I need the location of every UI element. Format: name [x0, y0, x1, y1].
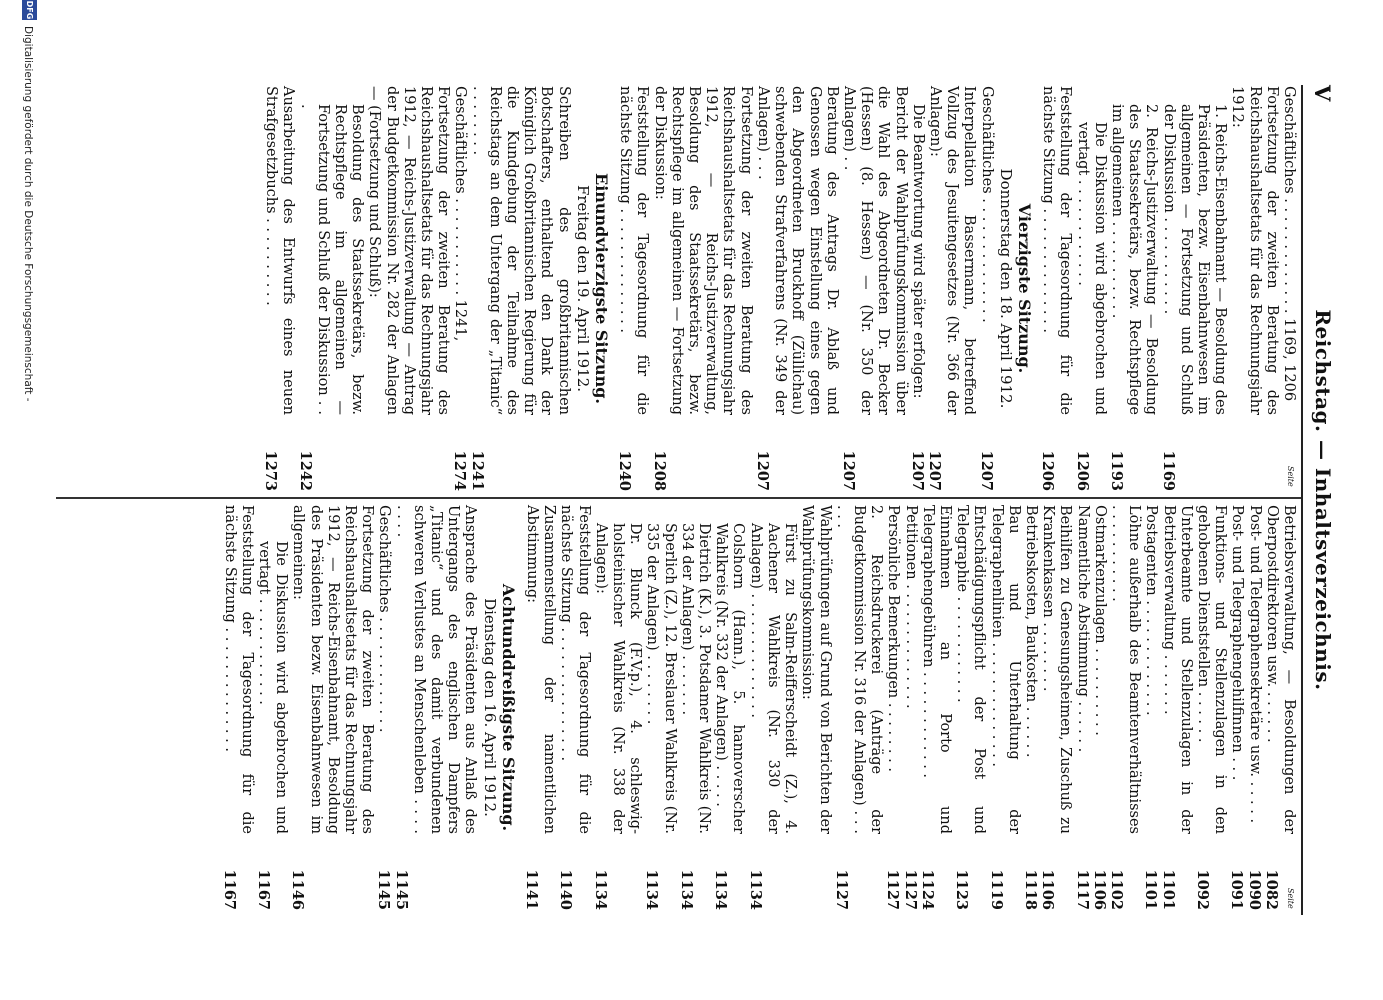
toc-entry: [712, 505, 746, 910]
session-heading: [480, 505, 516, 910]
toc-entry: [1280, 86, 1297, 491]
session-title: Vierzigste Sitzung.: [1014, 203, 1034, 374]
toc-page-number: 1106: [1090, 869, 1108, 910]
toc-entry: [220, 505, 254, 910]
toc-page-number: 1241: [468, 450, 486, 491]
toc-entry-text: 1. Reichs-Eisenbahnamt — Besoldung des Präsidenten, bezw. Eisenbahnwesen im allgemeinen — Fortsetzung und Schluß der Diskussion . . . . . . . . . . .: [1160, 104, 1229, 415]
toc-page-number: 1092: [1193, 869, 1211, 910]
session-title: Achtunddreißigste Sitzung.: [498, 583, 518, 832]
toc-entry: [798, 505, 832, 910]
toc-page-number: 1119: [987, 869, 1005, 910]
toc-entry: [1263, 505, 1297, 910]
session-date: Freitag den 19. April 1912.: [573, 184, 592, 393]
toc-entry-text: Wahlprüfungen auf Grund von Berichten der Wahlprüfungskommission:: [799, 505, 833, 834]
toc-entry-text: Beratung des Antrags Dr. Ablaß und Genossen wegen Einstellung eines gegen den Abgeordneten Bruckhoff (Züllichau) schwebenden Strafverfahrens (Nr. 349 der Anlagen) . . .: [754, 86, 840, 415]
toc-entry-text: Entschädigungspflicht der Post und Telegraphie . . . . . . . . . . . .: [954, 505, 988, 834]
toc-page-number: 1090: [1245, 869, 1263, 910]
toc-entry-text: Postagenten . . . . . . . . . . . . .: [1143, 505, 1160, 716]
toc-entry-text: Ansprache des Präsidenten aus Anlaß des Untergangs des englischen Dampfers „Titanic“ und des damit verbundenen schweren Verlustes an Menschenleben . . . . . . . .: [393, 505, 479, 834]
toc-page-number: 1091: [1228, 869, 1246, 910]
toc-entry-text: Fortsetzung der zweiten Beratung des Reichshaushaltsetats für das Rechnungsjahr 1912, — Reichs-Eisenbahnamt, Besoldung des Präsidenten bezw. Eisenbahnwesen im allgemeinen:: [290, 505, 376, 834]
toc-entry-text: Dietrich (K.), 3. Potsdamer Wahlkreis (Nr. 334 der Anlagen) . . . . . . .: [678, 523, 713, 834]
toc-entry: [1228, 86, 1280, 491]
seite-label-right: Seite: [1286, 888, 1295, 909]
toc-page-number: 1145: [375, 869, 393, 910]
toc-page-number: 1208: [650, 450, 668, 491]
toc-entry: [833, 505, 885, 910]
toc-page-number: 1146: [289, 869, 307, 910]
session-date: Dienstag den 16. April 1912.: [480, 598, 499, 817]
toc-page-number: 1082: [1262, 869, 1280, 910]
toc-entry-text: Colshorn (Hann.), 5. hannoverscher Wahlkreis (Nr. 332 der Anlagen) . . . . .: [713, 523, 747, 834]
toc-page-number: 1124: [918, 869, 936, 910]
toc-page-number: 1118: [1021, 869, 1039, 910]
toc-entry-text: Unterbeamte und Stellenzulagen in der Betriebsverwaltung . . . . . . .: [1160, 505, 1194, 834]
digitization-credit-text: Digitalisierung gefördert durch die Deutsche Forschungsgemeinschaft -: [22, 26, 34, 402]
toc-entry: [262, 86, 296, 491]
toc-entry: [365, 86, 451, 491]
toc-entry: [468, 86, 571, 491]
page-title: Reichstag. — Inhaltsverzeichnis.: [1311, 309, 1335, 691]
toc-entry-text: Ostmarkenzulagen . . . . . . . . . .: [1091, 505, 1108, 736]
toc-page-number: 1206: [1073, 450, 1091, 491]
session-date: Donnerstag den 18. April 1912.: [996, 168, 1015, 409]
toc-page-number: 1167: [220, 869, 238, 910]
toc-entry: [840, 86, 909, 491]
toc-entry-text: Geschäftliches . . . . . . . . . . . . .: [376, 505, 393, 733]
toc-page-number: 1207: [753, 450, 771, 491]
toc-entry-text: Interpellation Bassermann, betreffend Vollzug des Jesuitengesetzes (Nr. 366 der Anlagen):: [926, 86, 978, 415]
toc-page-number: 1167: [255, 869, 273, 910]
toc-entry-text: Geschäftliches . . . . . . . . . . . 1241,: [452, 86, 469, 342]
toc-page-number: 1134: [643, 869, 661, 910]
toc-entry: [375, 505, 392, 910]
toc-entry: [1228, 505, 1245, 910]
session-heading: [574, 86, 610, 491]
toc-entry-text: Post- und Telegraphengehilfinnen . . .: [1229, 505, 1246, 781]
toc-page-number: 1193: [1107, 450, 1125, 491]
seite-label-left: Seite: [1286, 466, 1295, 487]
toc-page-number: 1207: [908, 450, 926, 491]
toc-entry-text: Betriebsverwaltung, — Besoldungen der Oberpostdirektoren usw. . . . . . .: [1263, 505, 1297, 834]
toc-page-number: 1274: [451, 450, 469, 491]
toc-entry: [678, 505, 712, 910]
toc-page-number: 1127: [901, 869, 919, 910]
toc-page-number: 1134: [746, 869, 764, 910]
toc-page-number: 1207: [977, 450, 995, 491]
toc-entry-text: Fürst zu Salm-Reifferscheidt (Z.), 4. Aachener Wahlkreis (Nr. 330 der Anlagen) . . . . . . . . . . . . . .: [747, 523, 799, 834]
toc-page-number: 1127: [832, 869, 850, 910]
digitization-credit: [0, 0, 49, 1000]
toc-page-number: 1169: [1159, 450, 1177, 491]
toc-entry-text: 2. Reichs-Justizverwaltung — Besoldung des Staatssekretärs, bezw. Rechtspflege im allgemeinen . . . . . . . . . . .: [1108, 104, 1160, 415]
toc-entry-text: Löhne außerhalb des Beamtenverhältnisses . . . . . . . . . . .: [1108, 505, 1143, 834]
toc-entry-text: Beihilfen zu Genesungsheimen, Zuschuß zu Krankenkassen . . . . . . . .: [1040, 505, 1074, 834]
toc-entry-text: Betriebskosten, Baukosten . . . . . .: [1022, 505, 1039, 758]
toc-entry: [451, 86, 468, 491]
session-title: Einundvierzigste Sitzung.: [592, 173, 612, 404]
toc-entry: [884, 505, 901, 910]
toc-entry: [1159, 505, 1193, 910]
toc-entry: [1022, 505, 1039, 910]
toc-entry-text: Fortsetzung der zweiten Beratung des Reichshaushaltsetats für das Rechnungsjahr 1912:: [1229, 86, 1280, 415]
toc-entry: [616, 86, 650, 491]
toc-entry-text: Post- und Telegraphensekretäre usw. . . . . .: [1246, 505, 1263, 824]
toc-entry: [1108, 86, 1160, 491]
toc-entry-text: Fortsetzung der zweiten Beratung des Reichshaushaltsetats für das Rechnungsjahr 1912, — Reichs-Justizverwaltung — Antrag der Budgetkommission Nr. 282 der Anlagen — (Fortsetzung und Schluß):: [366, 86, 452, 415]
toc-entry: [901, 505, 918, 910]
toc-entry-text: Geschäftliches . . . . . . . . . . . . . 1169, 1206: [1281, 86, 1297, 402]
toc-entry: [643, 505, 677, 910]
column-divider: [56, 497, 1301, 499]
toc-entry: [289, 505, 375, 910]
toc-page-number: 1127: [884, 869, 902, 910]
toc-page-number: 1101: [1142, 869, 1160, 910]
toc-entry-text: Schreiben des großbritannischen Botschafters, enthaltend den Dank der Königlich Großbritannischen Regierung für die Kundgebung der Teilnahme des Reichstags an dem Untergang der „Titanic“ . . . . . . . .: [469, 86, 572, 415]
toc-entry: [1142, 505, 1159, 910]
toc-entry: [747, 505, 799, 910]
toc-entry-text: Geschäftliches . . . . . . . . . . . . . .: [978, 86, 995, 323]
toc-page-number: 1140: [557, 869, 575, 910]
toc-page-number: 1134: [677, 869, 695, 910]
toc-entry-text: Die Beantwortung wird später erfolgen:: [909, 104, 926, 399]
toc-entry-text: Dr. Blunck (F.V.p.), 4. schleswig-holsteinischer Wahlkreis (Nr. 338 der Anlagen):: [592, 523, 644, 834]
page-number: V: [1310, 85, 1335, 102]
toc-entry-text: Bericht der Wahlprüfungskommission über die Wahl des Abgeordneten Dr. Becker (Hessen) (8. Hessen) — (Nr. 350 der Anlagen) . .: [840, 86, 909, 415]
toc-page-number: 1134: [712, 869, 730, 910]
toc-entry: [592, 505, 644, 910]
toc-entry: [296, 86, 365, 491]
toc-entry: [1073, 86, 1107, 491]
toc-page-number: 1240: [616, 450, 634, 491]
toc-entry: [909, 86, 926, 491]
toc-entry-text: Feststellung der Tagesordnung für die nächste Sitzung . . . . . . . . . . . . . .: [617, 86, 651, 415]
toc-entry: [1073, 505, 1090, 910]
toc-entry-text: Fortsetzung der zweiten Beratung des Reichshaushaltsetats für das Rechnungsjahr 1912, — Reichs-Justizverwaltung, Besoldung des Staatssekretärs, bezw. Rechtspflege im allgemeinen — Fortsetzung der Diskussion:: [651, 86, 754, 415]
toc-entry-text: Feststellung der Tagesordnung für die nächste Sitzung . . . . . . . . . . . . . .: [221, 505, 255, 834]
dfg-logo: DFG: [22, 0, 37, 20]
toc-entry: [1108, 505, 1142, 910]
toc-entry: [650, 86, 753, 491]
toc-page-number: 1123: [953, 869, 971, 910]
toc-entry-text: Funktions- und Stellenzulagen in den gehobenen Dienststellen . . . . . .: [1194, 505, 1229, 834]
session-heading: [997, 86, 1033, 491]
toc-entry-text: Ausarbeitung des Entwurfs eines neuen Strafgesetzbuchs . . . . . . . . . .: [263, 86, 297, 415]
toc-entry: [1091, 505, 1108, 910]
toc-entry: [523, 505, 557, 910]
toc-page-number: 1242: [296, 450, 314, 491]
toc-page-number: 1145: [392, 869, 410, 910]
toc-entry: [1245, 505, 1262, 910]
toc-page-number: 1117: [1073, 869, 1091, 910]
toc-entry: [1159, 86, 1228, 491]
toc-entry: [255, 505, 289, 910]
toc-entry-text: 2. Reichsdruckerei (Anträge der Budgetkommission Nr. 316 der Anlagen) . . . . . .: [833, 505, 885, 834]
toc-entry-text: Feststellung der Tagesordnung für die nächste Sitzung . . . . . . . . . . . . . .: [1040, 86, 1074, 415]
toc-entry: [754, 86, 840, 491]
toc-entry-text: Zusammenstellung der namentlichen Abstimmung:: [524, 505, 558, 834]
toc-entry: [1194, 505, 1228, 910]
toc-page-number: 1106: [1039, 869, 1057, 910]
toc-page-number: 1101: [1159, 869, 1177, 910]
toc-page-number: 1206: [1039, 450, 1057, 491]
toc-entry-text: Namentliche Abstimmung . . . . . .: [1074, 505, 1091, 753]
toc-entry-text: Die Diskussion wird abgebrochen und vertagt . . . . . . . . . . . .: [1074, 122, 1108, 415]
toc-page-number: 1207: [925, 450, 943, 491]
toc-entry: [1039, 505, 1073, 910]
toc-entry-text: Besoldung des Staatssekretärs, bezw. Rechtspflege im allgemeinen — Fortsetzung und Schluß der Diskussion . . .: [297, 104, 366, 415]
toc-entry: [987, 505, 1021, 910]
toc-entry-text: Die Diskussion wird abgebrochen und vertagt . . . . . . . . . . . .: [256, 541, 290, 834]
toc-entry-text: Einnahmen an Porto und Telegraphengebühren . . . . . . . . . . . .: [919, 505, 953, 834]
toc-entry: [953, 505, 987, 910]
toc-page-number: 1207: [839, 450, 857, 491]
toc-entry-text: Sperlich (Z.), 12. Breslauer Wahlkreis (Nr. 335 der Anlagen) . . . . . . . .: [644, 523, 678, 834]
toc-page-number: 1102: [1107, 869, 1125, 910]
toc-page-number: 1141: [523, 869, 541, 910]
toc-entry-text: Bau und Unterhaltung der Telegraphenlinien . . . . . . . . . . . . . .: [988, 505, 1022, 834]
toc-entry-text: Petitionen . . . . . . . . . . . . . .: [902, 505, 919, 709]
toc-entry: [1039, 86, 1073, 491]
toc-entry: [926, 86, 978, 491]
toc-entry-text: Persönliche Bemerkungen . . . . . . . .: [885, 505, 902, 772]
toc-page-number: 1134: [591, 869, 609, 910]
toc-entry: [557, 505, 591, 910]
toc-entry: [392, 505, 478, 910]
page-header: [1301, 85, 1343, 915]
toc-page-number: 1273: [262, 450, 280, 491]
toc-column-right: [220, 505, 1297, 910]
toc-column-left: [262, 86, 1297, 491]
toc-entry-text: Feststellung der Tagesordnung für die nächste Sitzung . . . . . . . . . . . . . . .: [558, 505, 592, 834]
toc-entry: [919, 505, 953, 910]
toc-entry: [977, 86, 994, 491]
